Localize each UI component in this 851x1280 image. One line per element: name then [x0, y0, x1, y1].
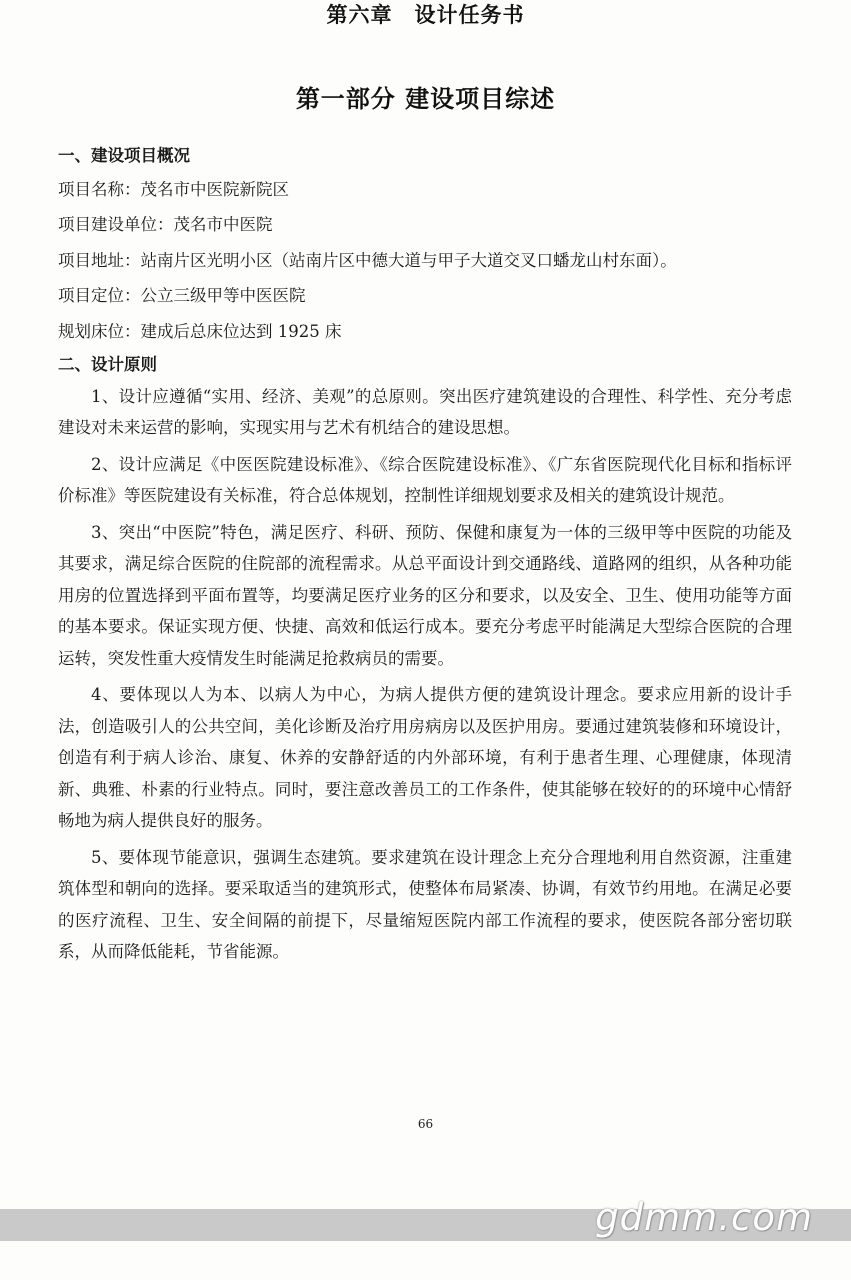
project-address-line: 项目地址：站南片区光明小区（站南片区中德大道与甲子大道交叉口蟠龙山村东面）。 [58, 250, 677, 270]
principle-paragraph-5: 5、要体现节能意识，强调生态建筑。要求建筑在设计理念上充分合理地利用自然资源，注重建筑体型和朝向的选择。要采取适当的建筑形式，使整体布局紧凑、协调，有效节约用地。在满足必要的医疗流程、卫生、安全间隔的前提下，尽量缩短医院内部工作流程的要求，使医院各部分密切联系，从而降低能耗，节省能源。 [58, 847, 792, 961]
section-heading-principles: 二、设计原则 [58, 355, 157, 374]
principle-paragraph-1: 1、设计应遵循“实用、经济、美观”的总原则。突出医疗建筑建设的合理性、科学性、充分考虑建设对未来运营的影响，实现实用与艺术有机结合的建设思想。 [58, 386, 792, 437]
section-heading-overview: 一、建设项目概况 [58, 146, 190, 165]
document-body [52, 140, 792, 973]
part-title: 第一部分 建设项目综述 [295, 85, 556, 113]
project-owner-line: 项目建设单位：茂名市中医院 [58, 215, 273, 234]
site-watermark: gdmm.com [595, 1196, 813, 1239]
principle-paragraph-3: 3、突出“中医院”特色，满足医疗、科研、预防、保健和康复为一体的三级甲等中医院的功能及其要求，满足综合医院的住院部的流程需求。从总平面设计到交通路线、道路网的组织，从各种功能用房的位置选择到平面布置等，均要满足医疗业务的区分和要求，以及安全、卫生、使用功能等方面的基本要求。保证实现方便、快捷、高效和低运行成本。要充分考虑平时能满足大型综合医院的合理运转，突发性重大疫情发生时能满足抢救病员的需要。 [58, 522, 792, 668]
planned-beds-line: 规划床位：建成后总床位达到 1925 床 [58, 321, 342, 341]
project-positioning-line: 项目定位：公立三级甲等中医医院 [58, 286, 306, 305]
project-name-line: 项目名称：茂名市中医院新院区 [58, 179, 289, 199]
page-number: 66 [417, 1117, 434, 1131]
chapter-title: 第六章 设计任务书 [326, 3, 525, 27]
principle-paragraph-4: 4、要体现以人为本、以病人为中心，为病人提供方便的建筑设计理念。要求应用新的设计手法，创造吸引人的公共空间，美化诊断及治疗用房病房以及医护用房。要通过建筑装修和环境设计，创造有利于病人诊治、康复、休养的安静舒适的内外部环境，有利于患者生理、心理健康，体现清新、典雅、朴素的行业特点。同时，要注意改善员工的工作条件，使其能够在较好的的环境中心情舒畅地为病人提供良好的服务。 [58, 685, 792, 830]
principle-paragraph-2: 2、设计应满足《中医医院建设标准》、《综合医院建设标准》、《广东省医院现代化目标和指标评价标准》等医院建设有关标准，符合总体规划，控制性详细规划要求及相关的建筑设计规范。 [58, 454, 792, 505]
